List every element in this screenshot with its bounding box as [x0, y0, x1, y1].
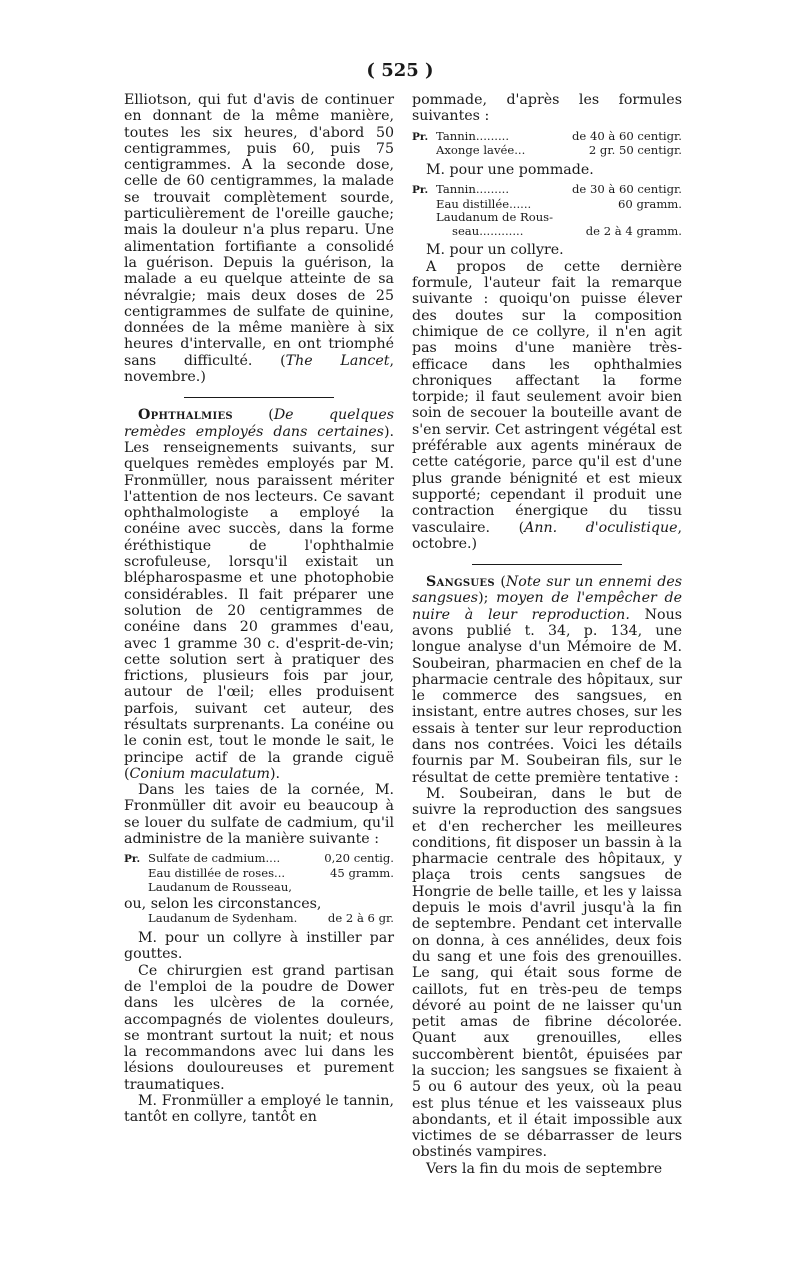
- recipe-collyre: [412, 183, 682, 238]
- paragraph-m-pommade: M. pour une pommade.: [426, 161, 594, 178]
- paragraph-m-collyre2: M. pour un collyre.: [426, 242, 564, 259]
- section-heading-ophthalmies: Ophthalmies: [138, 407, 233, 424]
- source-citation: Ann. d'oculistique: [524, 519, 678, 536]
- recipe-line: Laudanum de Rous-: [436, 211, 554, 225]
- paragraph-vers: Vers la fin du mois de septembre: [426, 1160, 663, 1177]
- recipe-alternative: ou, selon les circonstances,: [124, 896, 322, 913]
- botanical-name: Conium maculatum: [129, 765, 271, 782]
- section-subtitle: De quelques remèdes employés dans certaines: [124, 407, 394, 440]
- paragraph-pommade: pommade, d'après les formules suivantes :: [412, 92, 682, 125]
- recipe-line: Pr. Sulfate de cadmium.... 0,20 centig.: [124, 851, 394, 866]
- paragraph-tannin: M. Fronmüller a employé le tannin, tantôt en collyre, tantôt en: [124, 1093, 394, 1126]
- source-citation: The Lancet: [285, 352, 390, 369]
- section-divider: [184, 397, 334, 398]
- section-subtitle: Note sur un ennemi des: [505, 574, 682, 591]
- paragraph-ophthalmies: Ophthalmies (De quelques remèdes employés dans certaines). Les renseignements suivants, sur quelques remèdes employés par M. Fronmüller, nous paraissent mériter l'attention de nos lecteurs. Ce savant ophthalmologiste a employé la conéine avec succès, dans la forme éréthistique de l'ophthalmie scrofuleuse, lorsqu'il existait un blépharospasme et une photophobie considérables. Il fait préparer une solution de 20 centigrammes de conéine dans 20 grammes d'eau, avec 1 gramme 30 c. d'esprit-de-vin; cette solution sert à pratiquer des frictions, plusieurs fois par jour, autour de l'œil; elles produisent parfois, suivant cet auteur, des résultats surprenants. La conéine ou le conin est, tout le monde le sait, le principe actif de la grande ciguë (Conium maculatum).: [124, 407, 394, 782]
- recipe-pommade: [412, 130, 682, 158]
- recipe-line: Eau distillée de roses... 45 gramm.: [148, 865, 394, 880]
- paragraph-cornee: Dans les taies de la cornée, M. Fronmüller dit avoir eu beaucoup à se louer du sulfate de cadmium, qu'il administre de la manière suivante :: [124, 782, 394, 848]
- recipe-line: Laudanum de Rousseau,: [148, 880, 292, 894]
- recipe-line: Axonge lavée... 2 gr. 50 centigr.: [436, 143, 682, 158]
- paragraph-elliotson: Elliotson, qui fut d'avis de continuer en donnant de la même manière, toutes les six heures, d'abord 50 centigrammes, puis 60, puis 75 centigrammes. A la seconde dose, celle de 60 centigrammes, la malade se trouvait complètement sourde, particulièrement de l'oreille gauche; mais la douleur n'a plus reparu. Une alimentation fortifiante a consolidé la guérison. Depuis la guérison, la malade a eu quelque atteinte de sa névralgie; mais deux doses de 25 centigrammes de sulfate de quinine, données de la même manière à six heures d'intervalle, en ont triomphé sans difficulté. (The Lancet, novembre.): [124, 92, 394, 386]
- right-column: [412, 92, 682, 1177]
- paragraph-dower: Ce chirurgien est grand partisan de l'emploi de la poudre de Dower dans les ulcères de la cornée, accompagnés de violentes douleurs, se montrant surtout la nuit; et nous la recommandons avec lui dans les lésions douloureuses et purement traumatiques.: [124, 962, 394, 1093]
- recipe-line: Pr. Tannin......... de 40 à 60 centigr.: [412, 128, 682, 143]
- recipe-line: Pr. Tannin......... de 30 à 60 centigr.: [412, 182, 682, 197]
- left-column: [124, 92, 394, 1126]
- paragraph-sangsues: Sangsues (Note sur un ennemi des sangsues); moyen de l'empêcher de nuire à leur reproduction. Nous avons publié t. 34, p. 134, une longue analyse d'un Mémoire de M. Soubeiran, pharmacien en chef de la pharmacie centrale des hôpitaux, sur le commerce des sangsues, en insistant, entre autres choses, sur les essais à tenter sur leur reproduction dans nos contrées. Voici les détails fournis par M. Soubeiran fils, sur le résultat de cette première tentative :: [412, 574, 682, 786]
- page-number: ( 525 ): [366, 60, 434, 81]
- section-subtitle-2: moyen de l'empêcher de nuire à leur reproduction.: [412, 590, 682, 623]
- paragraph-propos: A propos de cette dernière formule, l'auteur fait la remarque suivante : quoiqu'on puisse élever des doutes sur la composition chimique de ce collyre, il n'en agit pas moins d'une manière très-efficace dans les ophthalmies chroniques affectant la forme torpide; il faut seulement avoir bien soin de secouer la bouteille avant de s'en servir. Cet astringent végétal est préférable aux agents minéraux de cette catégorie, parce qu'il est d'une plus grande bénignité et est mieux supporté; cependant il produit une contraction énergique du tissu vasculaire. (Ann. d'oculistique, octobre.): [412, 258, 683, 552]
- recipe-line: seau............ de 2 à 4 gramm.: [452, 223, 682, 238]
- paragraph-soubeiran: M. Soubeiran, dans le but de suivre la reproduction des sangsues et d'en rechercher les meilleures conditions, fit disposer un bassin à la pharmacie centrale des hôpitaux, y plaça trois cents sangsues de Hongrie de belle taille, et les y laissa depuis le mois d'avril jusqu'à la fin de septembre. Pendant cet intervalle on donna, à ces annélides, deux fois du sang et une fois des grenouilles. Le sang, qui était sous forme de caillots, fut en très-peu de temps dévoré au point de ne laisser qu'un petit amas de fibrine décolorée. Quant aux grenouilles, elles succombèrent bientôt, épuisées par la succion; les sangsues se fixaient à 5 ou 6 autour des yeux, où la peau est plus ténue et les vaisseaux plus abondants, et il était impossible aux victimes de se débarrasser de leurs obstinés vampires.: [412, 785, 682, 1161]
- recipe-cadmium: [124, 852, 394, 926]
- recipe-line: Eau distillée...... 60 gramm.: [436, 196, 682, 211]
- section-heading-sangsues: Sangsues: [426, 574, 495, 591]
- paragraph-m-collyre: M. pour un collyre à instiller par gouttes.: [124, 930, 394, 963]
- recipe-line: Laudanum de Sydenham. de 2 à 6 gr.: [148, 911, 394, 926]
- section-divider: [472, 564, 622, 565]
